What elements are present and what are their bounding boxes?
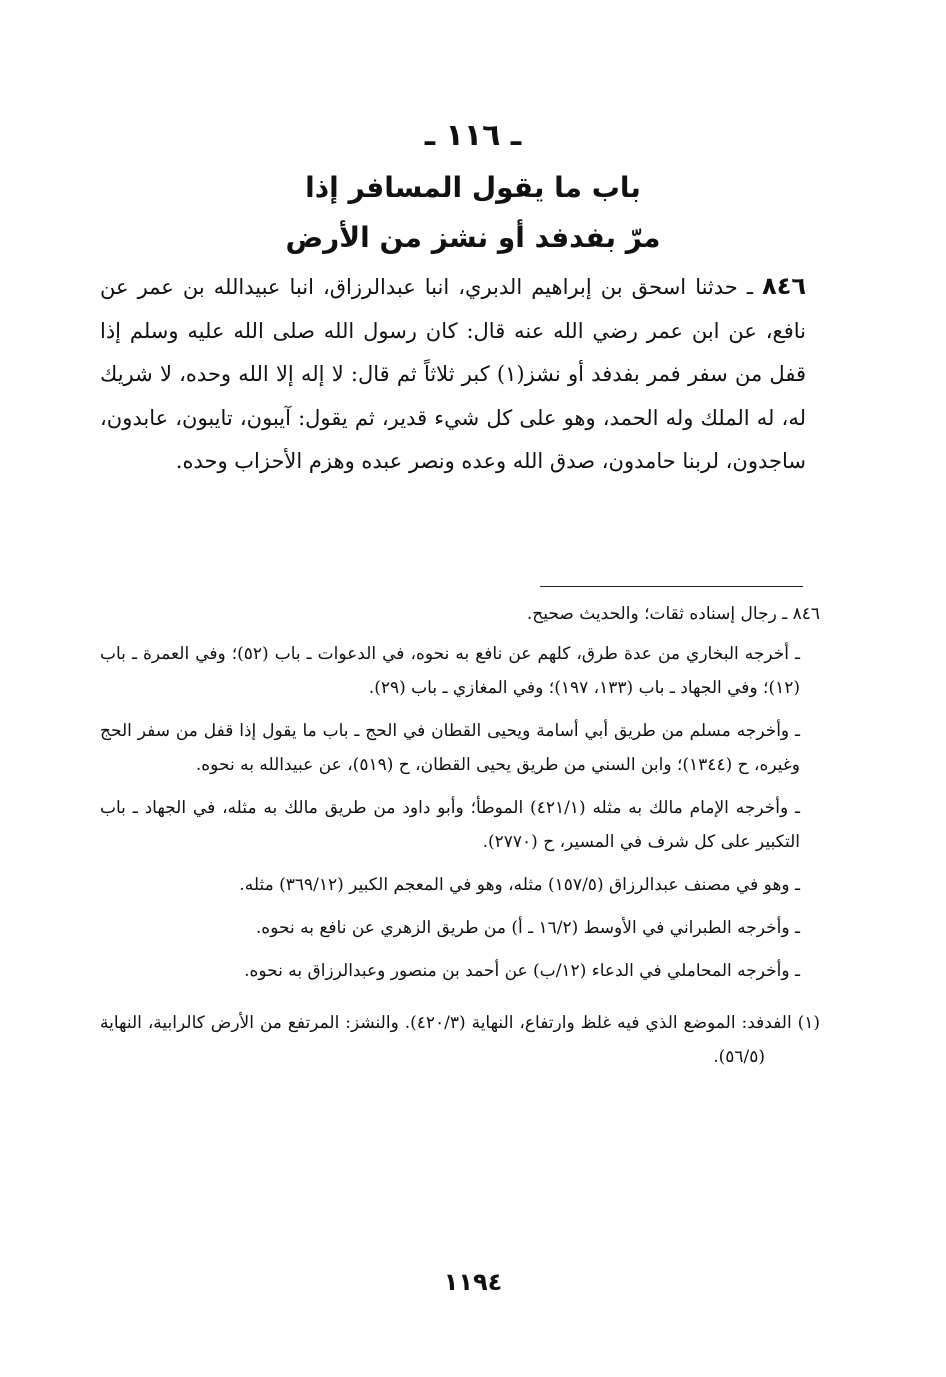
note-item: ـ وأخرجه الطبراني في الأوسط (١٦/٢ ـ أ) من طريق الزهري عن نافع به نحوه. <box>255 918 800 938</box>
title-line-2: مرّ بفدفد أو نشز من الأرض <box>285 221 661 254</box>
hadith-text-block <box>100 265 806 484</box>
chapter-number: ـ ١١٦ ـ <box>424 118 522 153</box>
note-item: ـ وأخرجه المحاملي في الدعاء (١٢/ب) عن أحمد بن منصور وعبدالرزاق به نحوه. <box>244 961 800 981</box>
page-number: ١١٩٤ <box>443 1268 503 1296</box>
footnote-divider <box>540 586 803 587</box>
note-item: ـ أخرجه البخاري من عدة طرق، كلهم عن نافع به نحوه، في الدعوات ـ باب (٥٢)؛ وفي العمرة ـ باب (١٢)؛ وفي الجهاد ـ باب (١٣٣، ١٩٧)؛ وفي المغازي ـ باب (٢٩). <box>100 644 800 698</box>
hadith-number: ٨٤٦ <box>762 272 806 300</box>
title-line-1: باب ما يقول المسافر إذا <box>305 171 641 204</box>
notes-block <box>100 597 820 1074</box>
note-heading: ٨٤٦ ـ رجال إسناده ثقات؛ والحديث صحيح. <box>526 604 820 624</box>
note-item: ـ وهو في مصنف عبدالرزاق (١٥٧/٥) مثله، وهو في المعجم الكبير (٣٦٩/١٢) مثله. <box>239 875 800 895</box>
footnote: (١) الفدفد: الموضع الذي فيه غلظ وارتفاع، النهاية (٤٢٠/٣). والنشز: المرتفع من الأرض كالرابية، النهاية (٥٦/٥). <box>100 1013 821 1067</box>
hadith-body: ـ حدثنا اسحق بن إبراهيم الدبري، انبا عبدالرزاق، انبا عبيدالله بن عمر عن نافع، عن ابن عمر رضي الله عنه قال: كان رسول الله صلى الله عليه وسلم إذا قفل من سفر فمر بفدفد أو نشز(١) كبر ثلاثاً ثم قال: لا إله إلا الله وحده، لا شريك له، له الملك وله الحمد، وهو على كل شيء قدير، ثم يقول: آيبون، تايبون، عابدون، ساجدون، لربنا حامدون، صدق الله وعده ونصر عبده وهزم الأحزاب وحده. <box>100 275 806 473</box>
note-item: ـ وأخرجه مسلم من طريق أبي أسامة ويحيى القطان في الحج ـ باب ما يقول إذا قفل من سفر الحج وغيره، ح (١٣٤٤)؛ وابن السني من طريق يحيى القطان، ح (٥١٩)، عن عبيدالله به نحوه. <box>100 721 800 775</box>
chapter-title <box>0 163 946 263</box>
note-item: ـ وأخرجه الإمام مالك به مثله (٤٢١/١) الموطأ؛ وأبو داود من طريق مالك به مثله، في الجهاد ـ باب التكبير على كل شرف في المسير، ح (٢٧٧٠). <box>100 798 800 852</box>
